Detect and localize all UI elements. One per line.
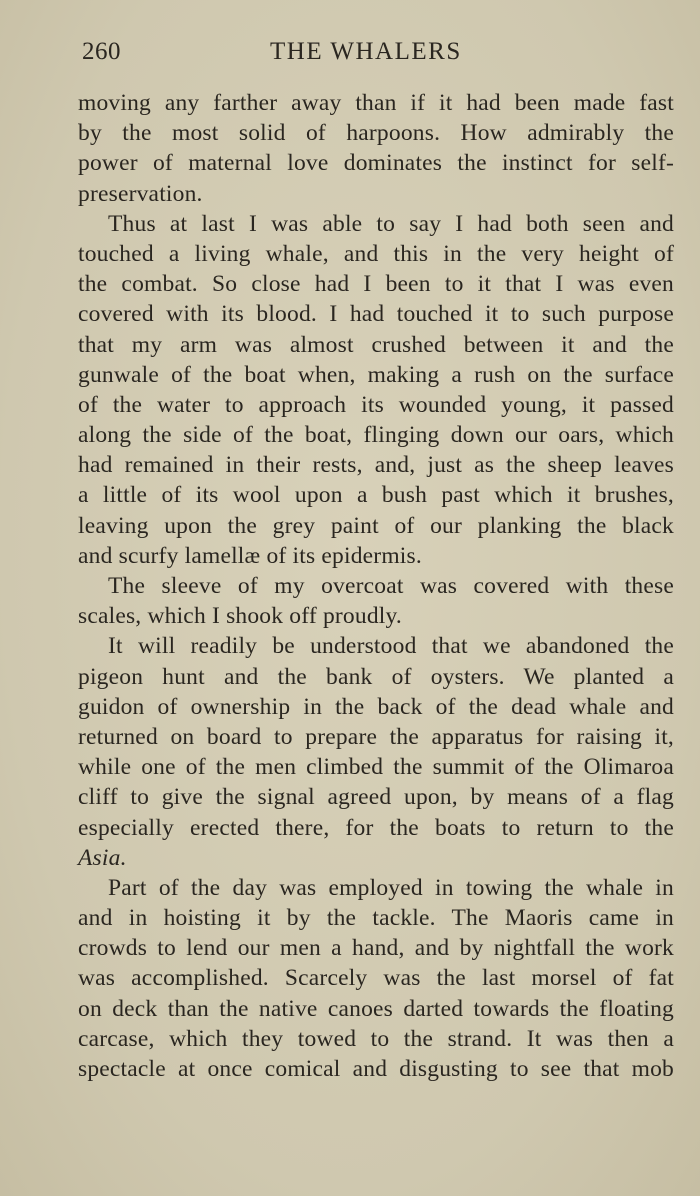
text-line: preservation. — [78, 180, 203, 207]
text-line: crowds to lend our men a hand, and by nightfall the work — [78, 935, 674, 962]
text-line: Thus at last I was able to say I had both seen and — [108, 210, 674, 237]
text-line: was accomplished. Scarcely was the last morsel of fat — [78, 965, 674, 992]
text-line: while one of the men climbed the summit of the Olimaroa — [78, 754, 674, 781]
text-line: of the water to approach its wounded young, it passed — [78, 391, 674, 418]
text-line: Part of the day was employed in towing the whale in — [108, 874, 674, 901]
text-line: pigeon hunt and the bank of oysters. We planted a — [78, 663, 674, 690]
text-line: power of maternal love dominates the instinct for self- — [78, 150, 674, 177]
text-line: along the side of the boat, flinging down our oars, which — [78, 422, 674, 449]
text-line: returned on board to prepare the apparatus for raising it, — [78, 723, 674, 750]
page-number: 260 — [82, 38, 121, 65]
text-line: carcase, which they towed to the strand. It was then a — [78, 1025, 674, 1052]
text-line: a little of its wool upon a bush past which it brushes, — [78, 482, 674, 509]
text-line: cliff to give the signal agreed upon, by means of a flag — [78, 784, 674, 811]
page-header — [78, 38, 674, 72]
text-line: that my arm was almost crushed between it and the — [78, 331, 674, 358]
text-line: had remained in their rests, and, just as the sheep leaves — [78, 452, 674, 479]
text-line: spectacle at once comical and disgusting to see that mob — [78, 1056, 674, 1082]
text-line: Asia. — [78, 844, 127, 871]
text-line: and scurfy lamellæ of its epidermis. — [78, 542, 422, 569]
text-line: The sleeve of my overcoat was covered with these — [108, 573, 674, 599]
text-line: moving any farther away than if it had been made fast — [78, 90, 674, 116]
text-line: touched a living whale, and this in the very height of — [78, 240, 674, 267]
text-line: covered with its blood. I had touched it to such purpose — [78, 301, 674, 328]
text-line: scales, which I shook off proudly. — [78, 603, 402, 630]
text-line: on deck than the native canoes darted towards the floating — [78, 995, 674, 1022]
running-title: THE WHALERS — [270, 38, 462, 65]
text-line: especially erected there, for the boats to return to the — [78, 814, 674, 841]
text-line: gunwale of the boat when, making a rush on the surface — [78, 361, 674, 388]
body-text — [78, 88, 674, 1084]
text-line: It will readily be understood that we abandoned the — [108, 633, 674, 660]
text-line: by the most solid of harpoons. How admirably the — [78, 120, 674, 147]
text-line: guidon of ownership in the back of the dead whale and — [78, 693, 674, 720]
text-line: and in hoisting it by the tackle. The Maoris came in — [78, 905, 674, 932]
text-line: the combat. So close had I been to it that I was even — [78, 271, 674, 298]
text-line: leaving upon the grey paint of our planking the black — [78, 512, 674, 539]
